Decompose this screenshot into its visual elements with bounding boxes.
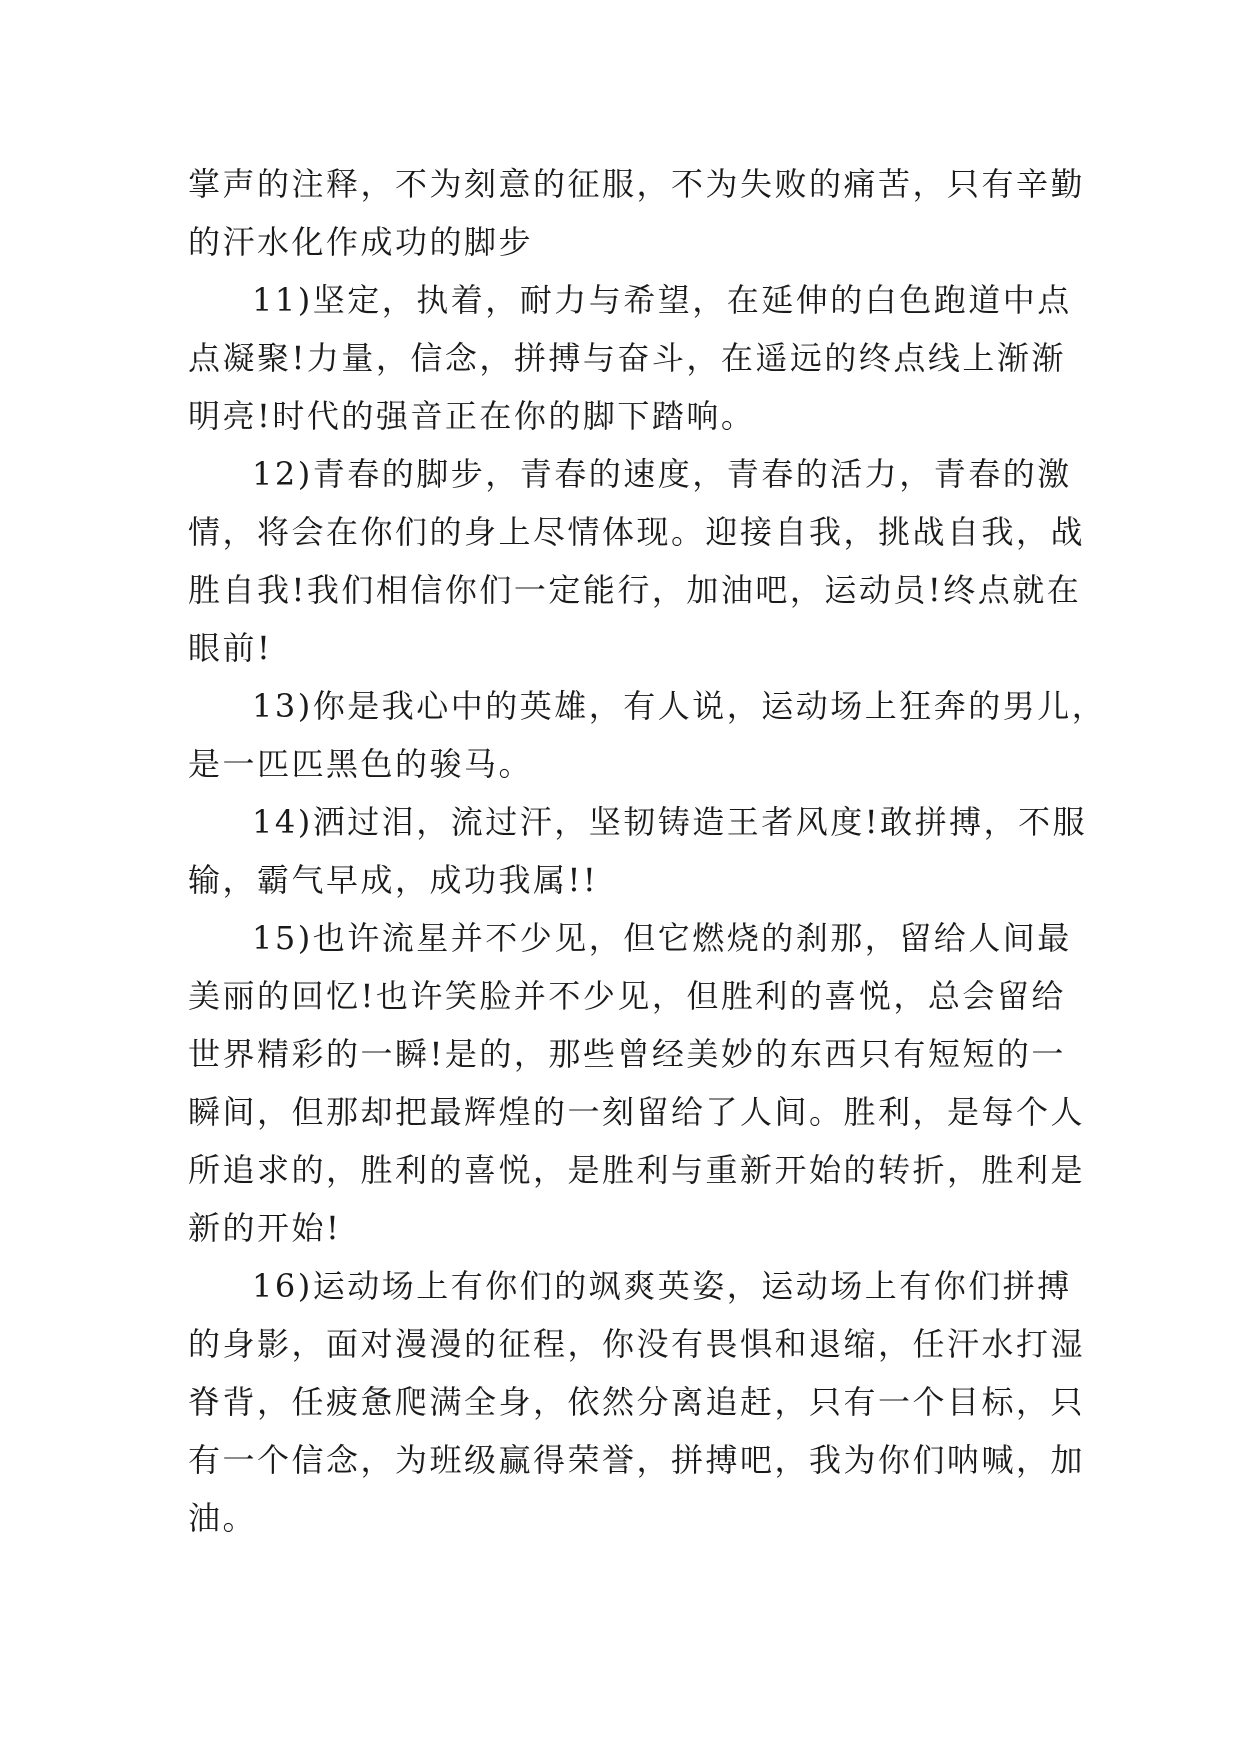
document-body [188, 155, 1107, 1547]
text-line: 眼前! [188, 629, 273, 667]
text-line: 油。 [188, 1499, 258, 1537]
text-line: 世界精彩的一瞬!是的，那些曾经美妙的东西只有短短的一 [188, 1035, 1066, 1073]
text-line: 美丽的回忆!也许笑脸并不少见，但胜利的喜悦，总会留给 [188, 977, 1066, 1015]
text-line: 的身影，面对漫漫的征程，你没有畏惧和退缩，任汗水打湿 [188, 1325, 1086, 1363]
text-line: 新的开始! [188, 1209, 342, 1247]
text-line: 掌声的注释，不为刻意的征服，不为失败的痛苦，只有辛勤 [188, 165, 1086, 203]
paragraph-16-start: 16)运动场上有你们的飒爽英姿，运动场上有你们拼搏 [252, 1267, 1072, 1305]
text-line: 的汗水化作成功的脚步 [188, 223, 534, 261]
paragraph-15-start: 15)也许流星并不少见，但它燃烧的刹那，留给人间最 [252, 919, 1072, 957]
text-line: 输，霸气早成，成功我属!! [188, 861, 599, 899]
text-line: 脊背，任疲惫爬满全身，依然分离追赶，只有一个目标，只 [188, 1383, 1086, 1421]
text-line: 瞬间，但那却把最辉煌的一刻留给了人间。胜利，是每个人 [188, 1093, 1086, 1131]
text-line: 情，将会在你们的身上尽情体现。迎接自我，挑战自我，战 [188, 513, 1086, 551]
text-line: 所追求的，胜利的喜悦，是胜利与重新开始的转折，胜利是 [188, 1151, 1086, 1189]
text-line: 明亮!时代的强音正在你的脚下踏响。 [188, 397, 756, 435]
text-line: 是一匹匹黑色的骏马。 [188, 745, 534, 783]
paragraph-14-start: 14)洒过泪，流过汗，坚韧铸造王者风度!敢拼搏，不服 [252, 803, 1088, 841]
paragraph-11-start: 11)坚定，执着，耐力与希望，在延伸的白色跑道中点 [252, 281, 1072, 319]
text-line: 胜自我!我们相信你们一定能行，加油吧，运动员!终点就在 [188, 571, 1082, 609]
text-line: 点凝聚!力量，信念，拼搏与奋斗，在遥远的终点线上渐渐 [188, 339, 1066, 377]
paragraph-13-start: 13)你是我心中的英雄，有人说，运动场上狂奔的男儿， [252, 687, 1107, 725]
paragraph-12-start: 12)青春的脚步，青春的速度，青春的活力，青春的激 [252, 455, 1072, 493]
text-line: 有一个信念，为班级赢得荣誉，拼搏吧，我为你们呐喊，加 [188, 1441, 1086, 1479]
